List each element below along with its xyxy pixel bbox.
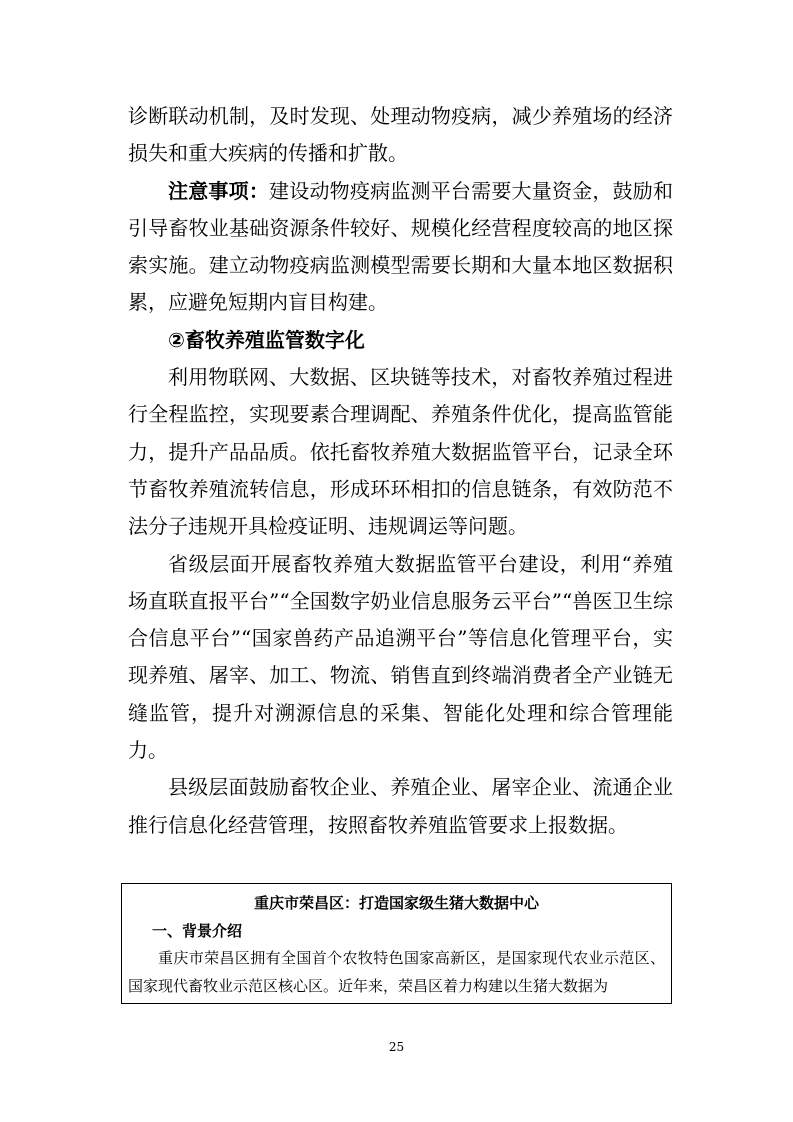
case-study-subheading: 一、背景介绍	[152, 921, 243, 940]
case-study-title: 重庆市荣昌区：打造国家级生猪大数据中心	[253, 894, 539, 912]
main-text	[128, 98, 673, 844]
paragraph-overview: 利用物联网、大数据、区块链等技术，对畜牧养殖过程进行全程监控，实现要素合理调配、养殖条件优化，提高监管能力，提升产品品质。依托畜牧养殖大数据监管平台，记录全环节畜牧养殖流转信息，形成环环相扣的信息链条，有效防范不法分子违规开具检疫证明、违规调运等问题。	[128, 365, 673, 539]
case-study-box	[121, 883, 672, 1004]
notes-label: 注意事项：	[168, 178, 270, 203]
case-study-text: 重庆市荣昌区拥有全国首个农牧特色国家高新区，是国家现代农业示范区、国家现代畜牧业示范区核心区。近年来，荣昌区着力构建以生猪大数据为	[128, 949, 665, 995]
section-heading: ②畜牧养殖监管数字化	[168, 327, 365, 352]
paragraph-notes	[128, 173, 673, 322]
paragraph-county: 县级层面鼓励畜牧企业、养殖企业、屠宰企业、流通企业推行信息化经营管理，按照畜牧养殖监管要求上报数据。	[128, 775, 673, 837]
page-number: 25	[388, 1040, 405, 1054]
notes-text: 建设动物疫病监测平台需要大量资金，鼓励和引导畜牧业基础资源条件较好、规模化经营程度较高的地区探索实施。建立动物疫病监测模型需要长期和大量本地区数据积累，应避免短期内盲目构建。	[128, 178, 674, 315]
paragraph-continued: 诊断联动机制，及时发现、处理动物疫病，减少养殖场的经济损失和重大疾病的传播和扩散。	[128, 104, 673, 166]
paragraph-provincial: 省级层面开展畜牧养殖大数据监管平台建设，利用“养殖场直联直报平台”“全国数字奶业信息服务云平台”“兽医卫生综合信息平台”“国家兽药产品追溯平台”等信息化管理平台，实现养殖、屠宰、加工、物流、销售直到终端消费者全产业链无缝监管，提升对溯源信息的采集、智能化处理和综合管理能力。	[128, 551, 673, 763]
